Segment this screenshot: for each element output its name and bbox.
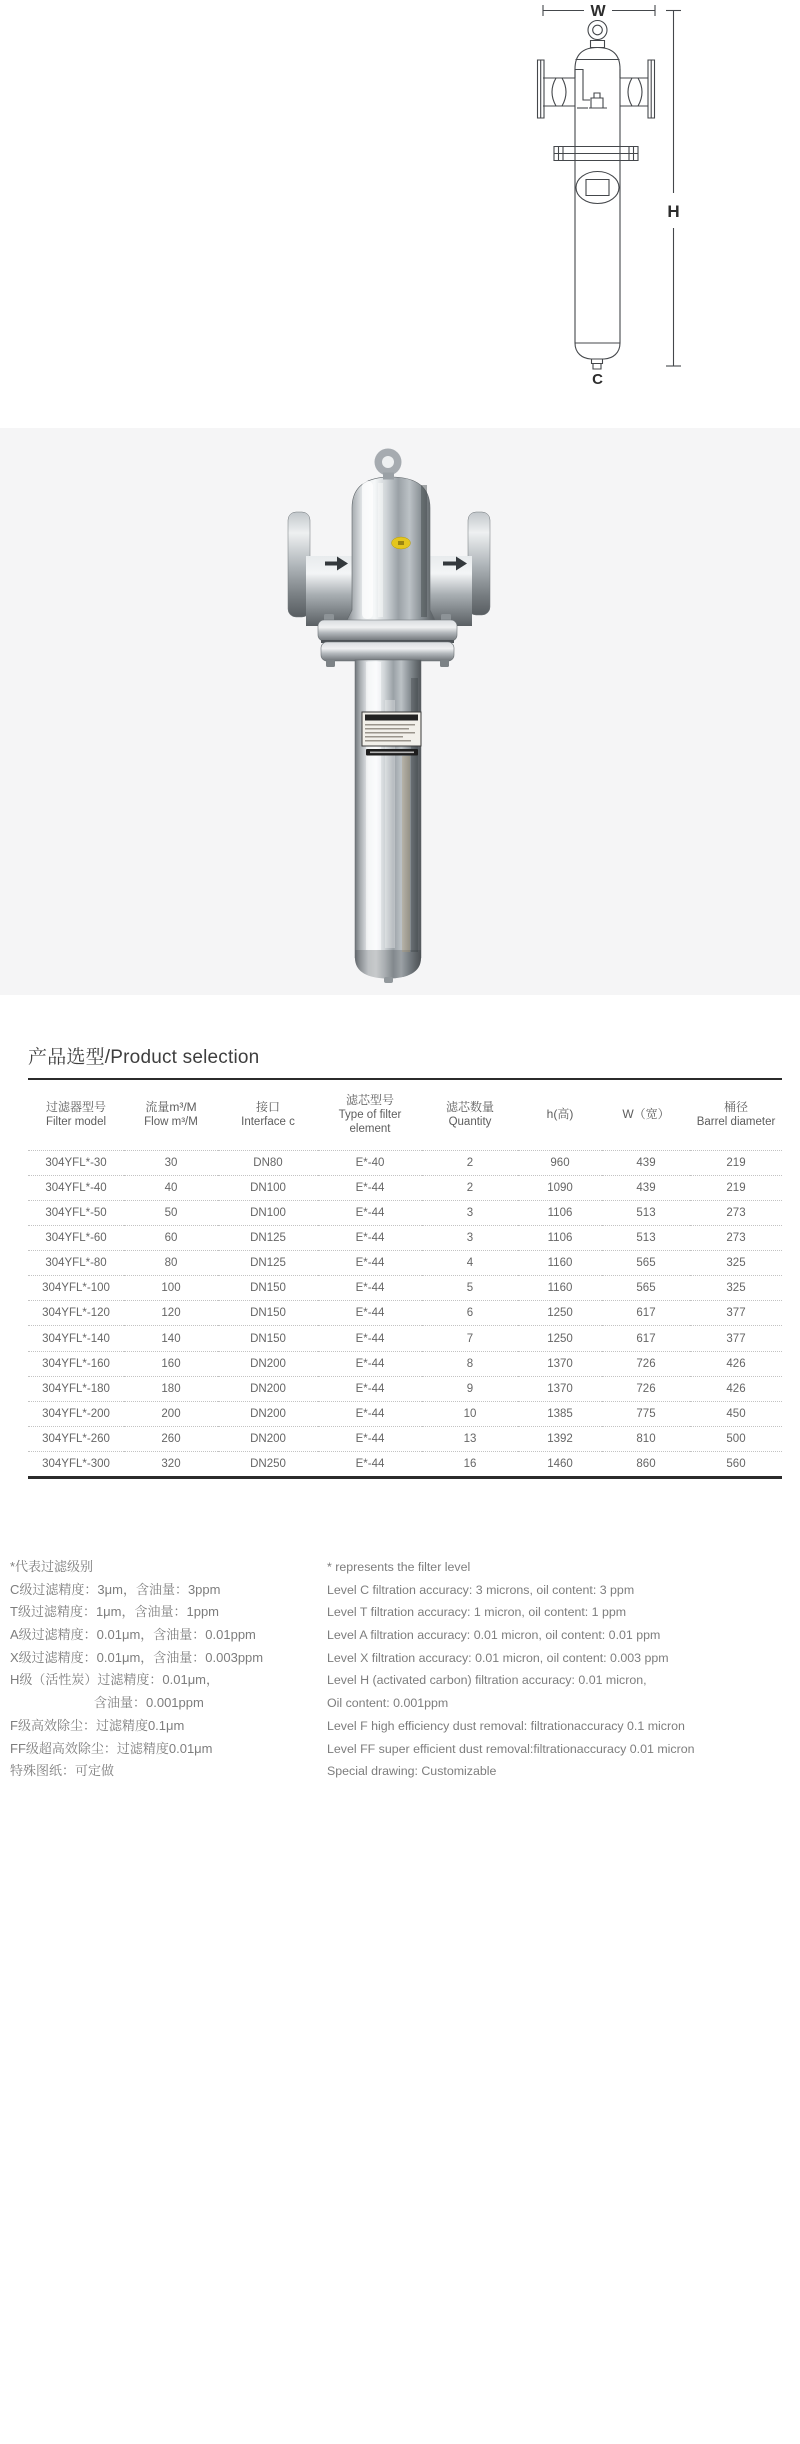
note-line: X级过滤精度：0.01μm，含油量：0.003ppm — [10, 1649, 264, 1665]
note-line: T级过滤精度：1μm，含油量：1ppm — [10, 1604, 220, 1620]
table-row — [28, 1326, 782, 1351]
cell-element-type: E*-44 — [318, 1301, 422, 1326]
table-row — [28, 1351, 782, 1376]
cell-flow: 30 — [124, 1150, 218, 1175]
cell-element-type: E*-40 — [318, 1150, 422, 1175]
note-line: Oil content: 0.001ppm — [327, 1696, 449, 1711]
table-row — [28, 1225, 782, 1250]
cell-interface: DN200 — [218, 1376, 318, 1401]
cell-element-type: E*-44 — [318, 1175, 422, 1200]
cell-quantity: 2 — [422, 1150, 518, 1175]
cell-quantity: 4 — [422, 1251, 518, 1276]
cell-height: 1106 — [518, 1200, 602, 1225]
col-header-interface — [218, 1080, 318, 1150]
col-header-en: Barrel diameter — [696, 1116, 776, 1129]
filter-photo — [0, 428, 800, 995]
cell-element-type: E*-44 — [318, 1401, 422, 1426]
cell-barrel-diameter: 377 — [690, 1301, 782, 1326]
dimension-w — [543, 3, 655, 20]
note-line: F级高效除尘：过滤精度0.1μm — [10, 1717, 185, 1733]
cell-flow: 180 — [124, 1376, 218, 1401]
cell-height: 960 — [518, 1150, 602, 1175]
table-row — [28, 1452, 782, 1477]
col-header-en: Interface c — [241, 1116, 295, 1129]
cell-width: 726 — [602, 1376, 690, 1401]
cell-element-type: E*-44 — [318, 1225, 422, 1250]
table-row — [28, 1175, 782, 1200]
cell-element-type: E*-44 — [318, 1276, 422, 1301]
note-line: Level F high efficiency dust removal: filtrationaccuracy 0.1 micron — [327, 1718, 685, 1733]
cell-filter-model: 304YFL*-180 — [28, 1376, 124, 1401]
cell-filter-model: 304YFL*-120 — [28, 1301, 124, 1326]
note-line: A级过滤精度：0.01μm，含油量：0.01ppm — [10, 1627, 256, 1643]
cell-flow: 50 — [124, 1200, 218, 1225]
cell-barrel-diameter: 426 — [690, 1351, 782, 1376]
col-header-barrel-diameter — [690, 1080, 782, 1150]
eyebolt-ring — [375, 449, 402, 480]
cell-filter-model: 304YFL*-260 — [28, 1427, 124, 1452]
cell-element-type: E*-44 — [318, 1452, 422, 1477]
cell-flow: 200 — [124, 1401, 218, 1426]
cell-interface: DN125 — [218, 1225, 318, 1250]
cell-filter-model: 304YFL*-160 — [28, 1351, 124, 1376]
table-row — [28, 1427, 782, 1452]
note-line: C级过滤精度：3μm，含油量：3ppm — [10, 1581, 221, 1597]
note-line: Level X filtration accuracy: 0.01 micron, oil content: 0.003 ppm — [327, 1650, 669, 1665]
col-header-en: Filter model — [45, 1116, 107, 1129]
cell-element-type: E*-44 — [318, 1427, 422, 1452]
note-line: *代表过滤级别 — [10, 1559, 94, 1574]
cell-flow: 160 — [124, 1351, 218, 1376]
note-line: FF级超高效除尘：过滤精度0.01μm — [10, 1740, 213, 1756]
cell-quantity: 10 — [422, 1401, 518, 1426]
cell-element-type: E*-44 — [318, 1351, 422, 1376]
cell-height: 1460 — [518, 1452, 602, 1477]
cell-quantity: 3 — [422, 1200, 518, 1225]
cell-interface: DN200 — [218, 1427, 318, 1452]
product-selection-table — [28, 1078, 782, 1479]
cell-interface: DN150 — [218, 1326, 318, 1351]
cell-interface: DN200 — [218, 1351, 318, 1376]
cell-filter-model: 304YFL*-30 — [28, 1150, 124, 1175]
cell-quantity: 2 — [422, 1175, 518, 1200]
cell-filter-model: 304YFL*-60 — [28, 1225, 124, 1250]
col-header-en: Flow m³/M — [144, 1116, 198, 1129]
cell-interface: DN100 — [218, 1200, 318, 1225]
nameplate-oval-outline — [576, 172, 619, 204]
cell-filter-model: 304YFL*-140 — [28, 1326, 124, 1351]
table-row — [28, 1376, 782, 1401]
table-row — [28, 1200, 782, 1225]
page-title: 产品选型/Product selection — [28, 1047, 260, 1068]
filter-barrel — [355, 660, 421, 979]
cell-height: 1160 — [518, 1251, 602, 1276]
col-header-zh: 流量m³/M — [145, 1100, 197, 1115]
cell-filter-model: 304YFL*-50 — [28, 1200, 124, 1225]
cell-interface: DN80 — [218, 1150, 318, 1175]
cell-interface: DN200 — [218, 1401, 318, 1426]
note-line: H级（活性炭）过滤精度：0.01μm， — [10, 1672, 220, 1688]
table-row — [28, 1276, 782, 1301]
dimension-h — [666, 11, 681, 367]
cell-quantity: 16 — [422, 1452, 518, 1477]
note-line: Level FF super efficient dust removal:filtrationaccuracy 0.01 micron — [327, 1741, 695, 1756]
cell-quantity: 5 — [422, 1276, 518, 1301]
cell-element-type: E*-44 — [318, 1376, 422, 1401]
cell-height: 1106 — [518, 1225, 602, 1250]
product-photo-panel — [0, 428, 800, 995]
cell-quantity: 8 — [422, 1351, 518, 1376]
table-body — [28, 1150, 782, 1476]
cell-filter-model: 304YFL*-100 — [28, 1276, 124, 1301]
cell-width: 810 — [602, 1427, 690, 1452]
cell-barrel-diameter: 377 — [690, 1326, 782, 1351]
cell-filter-model: 304YFL*-40 — [28, 1175, 124, 1200]
cell-height: 1250 — [518, 1326, 602, 1351]
cell-barrel-diameter: 560 — [690, 1452, 782, 1477]
cell-height: 1392 — [518, 1427, 602, 1452]
cell-barrel-diameter: 426 — [690, 1376, 782, 1401]
warning-sticker — [392, 537, 411, 549]
col-header-en: Quantity — [448, 1116, 492, 1129]
cell-flow: 40 — [124, 1175, 218, 1200]
note-line: Level A filtration accuracy: 0.01 micron, oil content: 0.01 ppm — [327, 1628, 661, 1643]
col-header-en: Type of filter element — [338, 1109, 402, 1136]
cell-width: 439 — [602, 1175, 690, 1200]
cell-flow: 320 — [124, 1452, 218, 1477]
col-header-zh: 滤芯型号 — [345, 1093, 394, 1108]
note-line: 含油量：0.001ppm — [94, 1695, 204, 1711]
note-line: * represents the filter level — [327, 1560, 471, 1574]
cell-width: 617 — [602, 1301, 690, 1326]
cell-barrel-diameter: 273 — [690, 1225, 782, 1250]
cell-height: 1160 — [518, 1276, 602, 1301]
notes-chinese — [10, 1556, 322, 1783]
cell-barrel-diameter: 325 — [690, 1251, 782, 1276]
cell-width: 726 — [602, 1351, 690, 1376]
dimension-c-label: C — [592, 371, 603, 388]
cell-barrel-diameter: 325 — [690, 1276, 782, 1301]
col-header-zh: 过滤器型号 — [45, 1100, 106, 1115]
cell-flow: 60 — [124, 1225, 218, 1250]
cell-barrel-diameter: 450 — [690, 1401, 782, 1426]
cell-width: 617 — [602, 1326, 690, 1351]
col-header-zh: 桶径 — [723, 1100, 748, 1115]
cell-filter-model: 304YFL*-200 — [28, 1401, 124, 1426]
cell-width: 565 — [602, 1276, 690, 1301]
col-header-filter-model — [28, 1080, 124, 1150]
table-row — [28, 1301, 782, 1326]
cell-height: 1385 — [518, 1401, 602, 1426]
cell-flow: 260 — [124, 1427, 218, 1452]
table-row — [28, 1251, 782, 1276]
eyebolt-outline — [588, 21, 607, 40]
cell-width: 513 — [602, 1225, 690, 1250]
cell-quantity: 3 — [422, 1225, 518, 1250]
cell-height: 1370 — [518, 1376, 602, 1401]
cell-quantity: 13 — [422, 1427, 518, 1452]
cell-width: 565 — [602, 1251, 690, 1276]
cell-height: 1370 — [518, 1351, 602, 1376]
cell-width: 513 — [602, 1200, 690, 1225]
note-line: 特殊图纸：可定做 — [10, 1763, 115, 1779]
cell-barrel-diameter: 500 — [690, 1427, 782, 1452]
cell-height: 1250 — [518, 1301, 602, 1326]
note-line: Level C filtration accuracy: 3 microns, oil content: 3 ppm — [327, 1582, 635, 1597]
cell-element-type: E*-44 — [318, 1251, 422, 1276]
col-header-zh: h(高) — [546, 1107, 574, 1122]
cell-flow: 140 — [124, 1326, 218, 1351]
drain-valve-outline — [591, 98, 603, 108]
cell-interface: DN125 — [218, 1251, 318, 1276]
dimension-w-label: W — [590, 3, 606, 20]
clamp-band-outline — [554, 147, 638, 161]
cell-width: 439 — [602, 1150, 690, 1175]
col-header-width — [602, 1080, 690, 1150]
cell-filter-model: 304YFL*-300 — [28, 1452, 124, 1477]
cell-interface: DN150 — [218, 1276, 318, 1301]
technical-drawing — [0, 0, 800, 400]
cell-flow: 100 — [124, 1276, 218, 1301]
col-header-zh: 滤芯数量 — [445, 1100, 494, 1115]
table-header-row — [28, 1080, 782, 1150]
cell-interface: DN150 — [218, 1301, 318, 1326]
col-header-height — [518, 1080, 602, 1150]
drain-plug — [384, 977, 393, 983]
clamp-flange — [318, 614, 457, 667]
notes-english — [327, 1556, 797, 1783]
cell-element-type: E*-44 — [318, 1326, 422, 1351]
cell-barrel-diameter: 219 — [690, 1150, 782, 1175]
cell-barrel-diameter: 219 — [690, 1175, 782, 1200]
col-header-zh: W（宽） — [622, 1107, 670, 1122]
cell-height: 1090 — [518, 1175, 602, 1200]
cell-element-type: E*-44 — [318, 1200, 422, 1225]
cell-barrel-diameter: 273 — [690, 1200, 782, 1225]
note-line: Level H (activated carbon) filtration accuracy: 0.01 micron, — [327, 1673, 647, 1688]
vessel-outline — [538, 21, 655, 370]
col-header-element-type — [318, 1080, 422, 1150]
col-header-flow — [124, 1080, 218, 1150]
col-header-zh: 接口 — [255, 1100, 280, 1115]
table-row — [28, 1150, 782, 1175]
note-line: Special drawing: Customizable — [327, 1764, 497, 1779]
cell-flow: 120 — [124, 1301, 218, 1326]
cell-interface: DN100 — [218, 1175, 318, 1200]
cell-width: 860 — [602, 1452, 690, 1477]
cell-quantity: 6 — [422, 1301, 518, 1326]
note-line: Level T filtration accuracy: 1 micron, oil content: 1 ppm — [327, 1605, 627, 1620]
cell-width: 775 — [602, 1401, 690, 1426]
cell-filter-model: 304YFL*-80 — [28, 1251, 124, 1276]
cell-quantity: 9 — [422, 1376, 518, 1401]
dimension-h-label: H — [667, 202, 680, 221]
col-header-quantity — [422, 1080, 518, 1150]
cell-interface: DN250 — [218, 1452, 318, 1477]
cell-quantity: 7 — [422, 1326, 518, 1351]
cell-flow: 80 — [124, 1251, 218, 1276]
table-row — [28, 1401, 782, 1426]
